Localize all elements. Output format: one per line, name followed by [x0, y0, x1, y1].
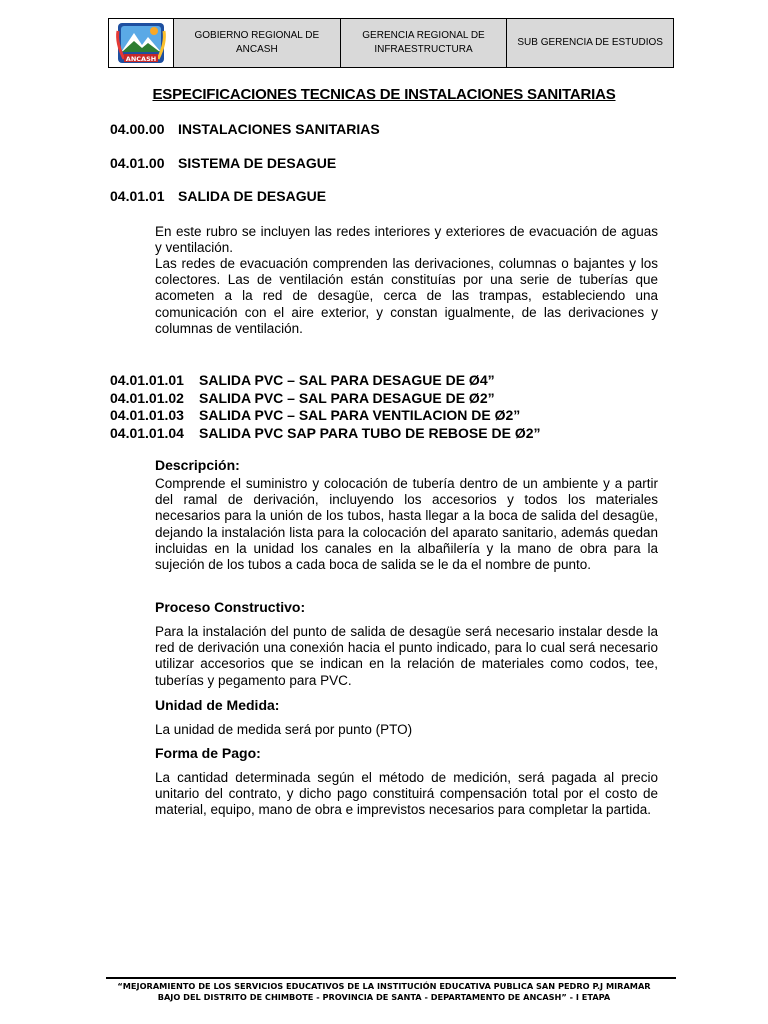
subitem-list — [110, 372, 541, 442]
footer-line-1: “MEJORAMIENTO DE LOS SERVICIOS EDUCATIVOS DE LA INSTITUCIÓN EDUCATIVA PUBLICA SAN PEDRO P.J MIRAMAR — [117, 981, 651, 991]
descripcion-label: Descripción: — [155, 457, 240, 473]
subitem-title: SALIDA PVC – SAL PARA VENTILACION DE Ø2” — [199, 407, 521, 423]
section-title: SISTEMA DE DESAGUE — [178, 155, 337, 171]
subitem-title: SALIDA PVC – SAL PARA DESAGUE DE Ø2” — [199, 389, 495, 406]
subitem-title: SALIDA PVC SAP PARA TUBO DE REBOSE DE Ø2” — [199, 424, 541, 441]
subitem-code: 04.01.01.01 — [110, 372, 184, 388]
section-code: 04.01.01 — [110, 188, 165, 204]
subitem-code: 04.01.01.03 — [110, 407, 184, 423]
unidad-text: La unidad de medida será por punto (PTO) — [155, 722, 413, 737]
section-heading-sistema-desague — [110, 155, 336, 171]
header-cell-gerencia: GERENCIA REGIONAL DE INFRAESTRUCTURA — [341, 19, 508, 67]
pago-label: Forma de Pago: — [155, 745, 261, 761]
header-cell-gobierno: GOBIERNO REGIONAL DE ANCASH — [174, 19, 341, 67]
document-title: ESPECIFICACIONES TECNICAS DE INSTALACIONES SANITARIAS — [152, 86, 616, 103]
project-footer — [90, 981, 678, 1003]
subitem-row — [110, 390, 541, 408]
subitem-title: SALIDA PVC – SAL PARA DESAGUE DE Ø4” — [199, 372, 495, 388]
subitem-code: 04.01.01.02 — [110, 389, 184, 406]
section-title: INSTALACIONES SANITARIAS — [178, 121, 380, 137]
pago-text: La cantidad determinada según el método de medición, será pagada al precio unitario del contrato, y dicho pago constituirá compensación total por el costo de material, equipo, mano de obra e imprevistos necesarios para completar la partida. — [155, 770, 658, 818]
section-heading-salida-desague — [110, 188, 326, 204]
section-code: 04.00.00 — [110, 121, 165, 137]
intro-paragraph-1: En este rubro se incluyen las redes interiores y exteriores de evacuación de aguas y ventilación. — [155, 224, 658, 256]
section-heading-instalaciones — [110, 121, 380, 137]
descripcion-text: Comprende el suministro y colocación de tubería dentro de un ambiente y a partir del ramal de derivación, incluyendo los accesorios y todos los materiales necesarios para la unión de los tubos, hasta llegar a la boca de salida del desagüe, dejando la instalación lista para la colocación del aparato sanitario, además quedan incluidas en la unidad los canales en la albañilería y la mano de obra para la sujeción de los tubos a cada boca de salida se le da el nombre de punto. — [155, 476, 658, 573]
subitem-row — [110, 407, 541, 425]
proceso-text: Para la instalación del punto de salida de desagüe será necesario instalar desde la red de derivación una conexión hacia el punto indicado, para lo cual será necesario utilizar accesorios que se indican en la relación de materiales como codos, tee, tuberías y pegamento para PVC. — [155, 624, 658, 688]
svg-text:ANCASH: ANCASH — [125, 55, 157, 63]
subitem-row — [110, 425, 541, 443]
section-title: SALIDA DE DESAGUE — [178, 188, 327, 204]
ancash-emblem-icon — [112, 21, 170, 65]
section-code: 04.01.00 — [110, 155, 165, 171]
gobierno-regional-logo — [109, 19, 174, 67]
intro-paragraph-2: Las redes de evacuación comprenden las derivaciones, columnas o bajantes y los colectores. Las de ventilación están constituías por una serie de tuberías que acometen a la red de desagüe, cerca de las trampas, estableciendo una comunicación con el aire exterior, y constan igualmente, de las derivaciones y columnas de ventilación. — [155, 256, 658, 336]
header-cell-subgerencia: SUB GERENCIA DE ESTUDIOS — [507, 19, 673, 67]
footer-line-2: BAJO DEL DISTRITO DE CHIMBOTE - PROVINCIA DE SANTA - DEPARTAMENTO DE ANCASH” - I ETAPA — [157, 992, 611, 1002]
footer-divider — [106, 977, 676, 979]
unidad-label: Unidad de Medida: — [155, 697, 280, 713]
document-header — [108, 18, 674, 68]
proceso-label: Proceso Constructivo: — [155, 599, 306, 615]
subitem-row — [110, 372, 541, 390]
subitem-code: 04.01.01.04 — [110, 424, 184, 441]
